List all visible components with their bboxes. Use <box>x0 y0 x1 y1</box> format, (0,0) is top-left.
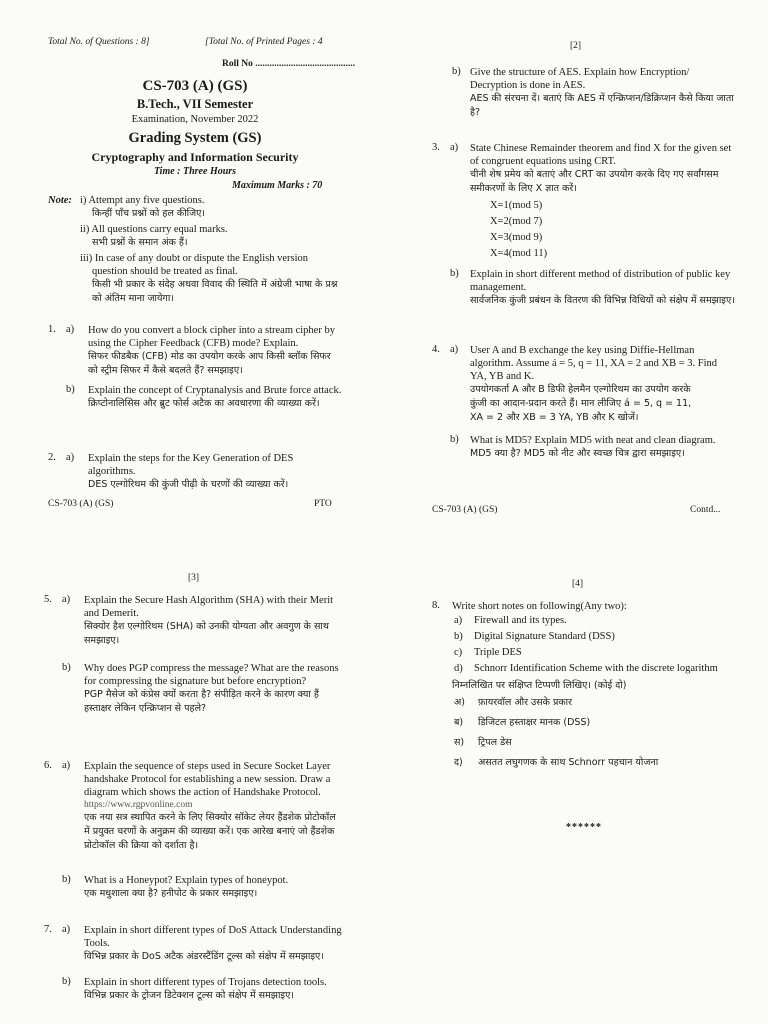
q2b-text: Give the structure of AES. Explain how Encryption/ Decryption is done in AES. <box>470 67 690 91</box>
q5a-label: a) <box>62 594 71 605</box>
max-marks: Maximum Marks : 70 <box>232 180 323 191</box>
equation: X=3(mod 9) <box>490 232 543 243</box>
q8-option <box>454 629 752 645</box>
q8-number: 8. <box>432 600 440 611</box>
q6b <box>84 874 344 901</box>
q2a <box>88 452 343 492</box>
q3a-label: a) <box>450 142 459 153</box>
note-label: Note: <box>48 195 72 206</box>
page-number: [3] <box>188 573 200 583</box>
q8-option-label: d) <box>454 663 463 674</box>
q4a-hindi-2: कुंजी का आदान-प्रदान करते हैं। मान लीजिए á = 5, q = 11, <box>470 398 692 409</box>
page-number: [4] <box>572 579 584 589</box>
equation: X=2(mod 7) <box>490 216 543 227</box>
q7a <box>84 924 344 964</box>
q7b <box>84 976 344 1003</box>
q8-option-hindi-label: अ) <box>454 697 465 708</box>
q1b <box>88 384 343 411</box>
q8-option-hindi-text: ट्रिपल डेस <box>478 737 512 748</box>
q8-option-hindi-text: असतत लघुगणक के साथ Schnorr पहचान योजना <box>478 757 659 768</box>
q8-option-hindi <box>454 733 752 753</box>
congruence-equations <box>490 198 735 262</box>
q8-options <box>454 613 752 677</box>
q5b-hindi: PGP मैसेज को कंप्रेस क्यों करता है? संपीड़ित करने के कारण क्या हैं हस्ताक्षर लेकिन एन्क्रिप्शन से पहले? <box>84 689 319 714</box>
q4a-label: a) <box>450 344 459 355</box>
q5-number: 5. <box>44 594 52 605</box>
q8-text: Write short notes on following(Any two): <box>452 601 627 612</box>
q8-option-hindi-label: द) <box>454 757 463 768</box>
page-3 <box>0 540 384 1024</box>
q8-option-hindi-text: डिजिटल हस्ताक्षर मानक (DSS) <box>478 717 591 728</box>
q2b-label: b) <box>452 66 461 77</box>
equation: X=4(mod 11) <box>490 248 548 259</box>
q8-option-hindi-label: स) <box>454 737 465 748</box>
q3-number: 3. <box>432 142 440 153</box>
q6a-watermark-url: https://www.rgpvonline.com <box>84 800 193 810</box>
q8-option-hindi-text: फ़ायरवॉल और उसके प्रकार <box>478 697 572 708</box>
q6a-label: a) <box>62 760 71 771</box>
q1a-text: How do you convert a block cipher into a stream cipher by using the Cipher Feedback (CFB) mode? Explain. <box>88 325 335 349</box>
q4b-text: What is MD5? Explain MD5 with neat and clean diagram. <box>470 435 716 446</box>
note-ii-hindi: सभी प्रश्नों के समान अंक हैं। <box>92 237 188 248</box>
q5b <box>84 662 344 716</box>
footer-code: CS-703 (A) (GS) <box>432 505 498 515</box>
q1-number: 1. <box>48 324 56 335</box>
q8-option-label: a) <box>454 615 463 626</box>
roll-no: Roll No .......................................... <box>222 59 355 69</box>
q4a-line-1: User A and B exchange the key using Diffie-Hellman <box>470 345 695 356</box>
q8-option-label: c) <box>454 647 463 658</box>
page-4 <box>384 540 768 1024</box>
note-ii: ii) All questions carry equal marks. <box>80 224 228 235</box>
q5b-text: Why does PGP compress the message? What are the reasons for compressing the signature but before encryption? <box>84 663 339 687</box>
page-number: [2] <box>570 41 582 51</box>
q3a-text: State Chinese Remainder theorem and find X for the given set of congruent equations using CRT. <box>470 143 732 167</box>
q4b <box>470 434 745 461</box>
footer-code: CS-703 (A) (GS) <box>48 499 114 509</box>
note-i: i) Attempt any five questions. <box>80 195 205 206</box>
q4a-line-3: YA, YB and K. <box>470 371 535 382</box>
q8-option-text: Schnorr Identification Scheme with the discrete logarithm <box>474 663 718 674</box>
q5a-text: Explain the Secure Hash Algorithm (SHA) with their Merit and Demerit. <box>84 595 334 619</box>
q3a <box>470 142 735 262</box>
q8-hindi: निम्नलिखित पर संक्षिप्त टिप्पणी लिखिए। (कोई दो) <box>452 680 627 691</box>
q5b-label: b) <box>62 662 71 673</box>
q1b-text: Explain the concept of Cryptanalysis and Brute force attack. <box>88 385 342 396</box>
q6a-text: Explain the sequence of steps used in Secure Socket Layer handshake Protocol for establishing a new session. Draw a diagram which shows the action of Handshake Protocol. <box>84 761 331 798</box>
note-iii: iii) In case of any doubt or dispute the English version question should be treated as final. <box>80 253 309 277</box>
footer-pto: PTO <box>314 499 332 509</box>
q8-option-text: Digital Signature Standard (DSS) <box>474 631 615 642</box>
page-1 <box>0 0 384 530</box>
q8-option <box>454 661 752 677</box>
q6-number: 6. <box>44 760 52 771</box>
q7b-text: Explain in short different types of Trojans detection tools. <box>84 977 327 988</box>
q6b-text: What is a Honeypot? Explain types of honeypot. <box>84 875 289 886</box>
footer-contd: Contd... <box>690 505 721 515</box>
subject: Cryptography and Information Security <box>91 150 299 164</box>
note-block <box>80 194 345 306</box>
q4b-hindi: MD5 क्या है? MD5 को नीट और स्वच्छ चित्र द्वारा समझाइए। <box>470 448 685 459</box>
q4a-line-2: algorithm. Assume á = 5, q = 11, XA = 2 and XB = 3. Find <box>470 358 718 369</box>
page-2 <box>384 0 768 530</box>
q4b-label: b) <box>450 434 459 445</box>
equation: X=1(mod 5) <box>490 200 543 211</box>
q7b-label: b) <box>62 976 71 987</box>
q4a <box>470 344 745 425</box>
q8 <box>452 600 752 773</box>
time: Time : Three Hours <box>153 166 237 177</box>
q2b-hindi: AES की संरचना दें। बताएं कि AES में एन्क्रिप्शन/डिक्रिप्शन कैसे किया जाता है? <box>470 93 734 118</box>
q1a-label: a) <box>66 324 75 335</box>
q8-option-hindi <box>454 693 752 713</box>
q5a-hindi: सिक्योर हैश एल्गोरिथम (SHA) को उनकी योग्यता और अवगुण के साथ समझाइए। <box>84 621 329 646</box>
q7a-label: a) <box>62 924 71 935</box>
q3b <box>470 268 735 308</box>
exam-session: Examination, November 2022 <box>131 114 259 125</box>
total-pages: [Total No. of Printed Pages : 4 <box>205 37 323 47</box>
q7b-hindi: विभिन्न प्रकार के ट्रोजन डिटेक्शन टूल्स को संक्षेप में समझाइए। <box>84 990 294 1001</box>
q3a-hindi: चीनी शेष प्रमेय को बताएं और CRT का उपयोग करके दिए गए सर्वांगसम समीकरणों के लिए X ज्ञात करें। <box>470 169 719 194</box>
q1a-hindi: सिफर फीडबैक (CFB) मोड का उपयोग करके आप किसी ब्लॉक सिफर को स्ट्रीम सिफर में कैसे बदलते हैं? समझाइए। <box>88 351 331 376</box>
q1b-hindi: क्रिप्टोनालिसिस और ब्रुट फोर्स अटैक का अवधारणा की व्याख्या करें। <box>88 398 320 409</box>
q1b-label: b) <box>66 384 75 395</box>
total-questions: Total No. of Questions : 8] <box>48 37 150 47</box>
q6b-label: b) <box>62 874 71 885</box>
q6a-hindi: एक नया सत्र स्थापित करने के लिए सिक्योर सॉकेट लेयर हैंडशेक प्रोटोकॉल में प्रयुक्त चरणों के अनुक्रम की व्याख्या करें। एक आरेख बनाएं जो हैंडशेक प्रोटोकॉल की क्रिया को दर्शाता है। <box>84 812 336 851</box>
q7a-text: Explain in short different types of DoS Attack Understanding Tools. <box>84 925 342 949</box>
q7-number: 7. <box>44 924 52 935</box>
q8-option-hindi <box>454 713 752 733</box>
q4a-hindi-3: XA = 2 और XB = 3 YA, YB और K खोजें। <box>470 412 639 423</box>
course: B.Tech., VII Semester <box>136 97 254 111</box>
q4-number: 4. <box>432 344 440 355</box>
q8-option-label: b) <box>454 631 463 642</box>
q8-option <box>454 645 752 661</box>
q8-option-text: Firewall and its types. <box>474 615 567 626</box>
q2a-text: Explain the steps for the Key Generation of DES algorithms. <box>88 453 294 477</box>
paper-code: CS-703 (A) (GS) <box>142 78 248 94</box>
q2a-label: a) <box>66 452 75 463</box>
q2a-hindi: DES एल्गोरिथम की कुंजी पीढ़ी के चरणों की व्याख्या करें। <box>88 479 289 490</box>
q7a-hindi: विभिन्न प्रकार के DoS अटैक अंडरस्टैंडिंग टूल्स को संक्षेप में समझाइए। <box>84 951 324 962</box>
q8-options-hindi <box>454 693 752 773</box>
note-i-hindi: किन्हीं पाँच प्रश्नों को हल कीजिए। <box>92 208 206 219</box>
q8-option <box>454 613 752 629</box>
q5a <box>84 594 344 648</box>
end-marker: ****** <box>566 822 602 833</box>
q1a <box>88 324 343 378</box>
q6b-hindi: एक मधुशाला क्या है? हनीपोट के प्रकार समझाइए। <box>84 888 258 899</box>
q8-option-hindi <box>454 753 752 773</box>
q3b-text: Explain in short different method of distribution of public key management. <box>470 269 731 293</box>
q8-option-hindi-label: ब) <box>454 717 464 728</box>
q4a-hindi-1: उपयोगकर्ता A और B डिफी हेलमैन एल्गोरिथम का उपयोग करके <box>470 384 691 395</box>
q8-option-text: Triple DES <box>474 647 522 658</box>
q3b-label: b) <box>450 268 459 279</box>
q2-number: 2. <box>48 452 56 463</box>
grading-system: Grading System (GS) <box>128 130 262 146</box>
q2b <box>470 66 735 120</box>
q6a <box>84 760 344 853</box>
q3b-hindi: सार्वजनिक कुंजी प्रबंधन के वितरण की विभिन्न विधियों को संक्षेप में समझाइए। <box>470 295 735 306</box>
note-iii-hindi: किसी भी प्रकार के संदेह अथवा विवाद की स्थिति में अंग्रेजी भाषा के प्रश्न को अंतिम माना जायेगा। <box>92 279 338 304</box>
